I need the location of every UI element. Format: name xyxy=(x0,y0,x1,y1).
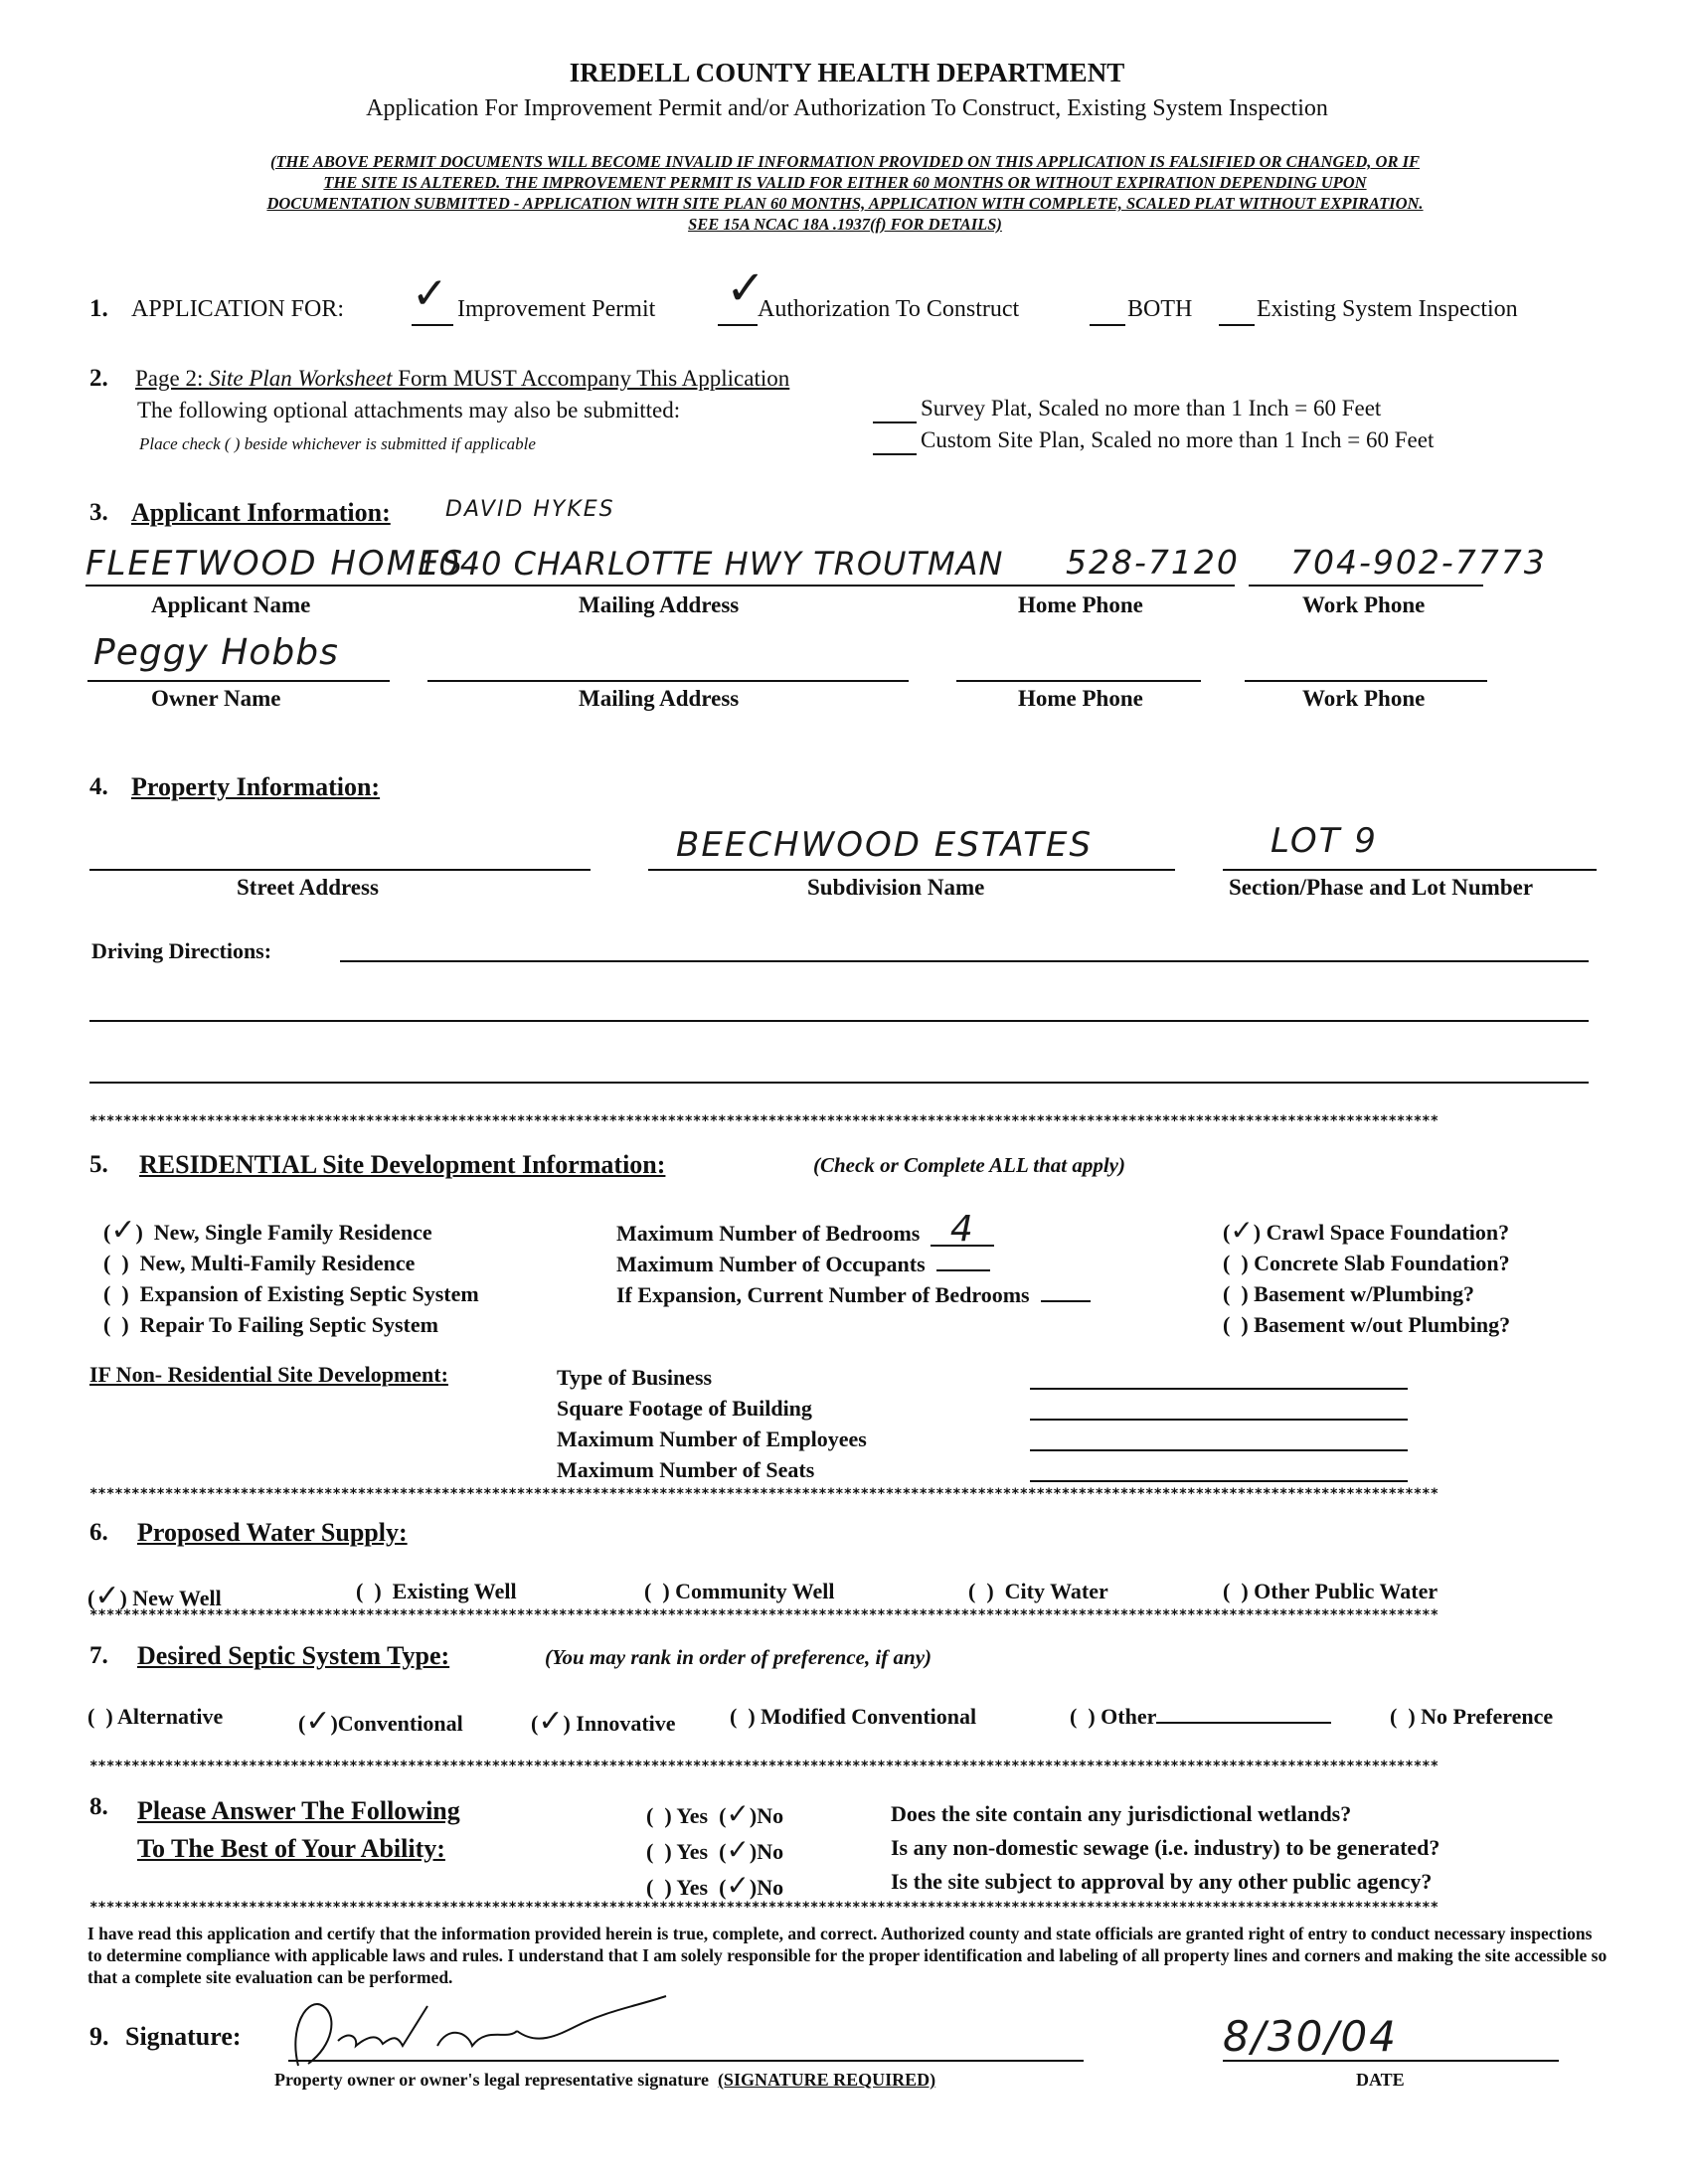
heading-part: Site Plan Worksheet xyxy=(209,366,393,391)
foundation-option[interactable]: ( ) Basement w/Plumbing? xyxy=(1223,1281,1475,1306)
question-list xyxy=(891,1797,1440,1899)
residential-option[interactable]: ( ) Repair To Failing Septic System xyxy=(103,1312,438,1337)
heading-part: Form MUST Accompany This Application xyxy=(392,366,790,391)
section-7-number: 7. xyxy=(89,1642,108,1669)
signature-label: Signature: xyxy=(125,2022,242,2051)
water-option[interactable]: ( ) Existing Well xyxy=(356,1579,517,1603)
residential-option[interactable]: ( ) New, Multi-Family Residence xyxy=(103,1251,416,1275)
section-1-number: 1. xyxy=(89,295,108,322)
residential-option[interactable]: ( ) Expansion of Existing Septic System xyxy=(103,1281,479,1306)
check-mark[interactable]: ✓ xyxy=(726,1833,750,1866)
water-option[interactable]: ( ) City Water xyxy=(968,1579,1108,1603)
applicant-work-phone-value[interactable]: 704-902-7773 xyxy=(1290,543,1547,582)
option-label: Existing Well xyxy=(392,1579,517,1603)
yes-label: Yes xyxy=(676,1803,709,1828)
subdivision-name-label: Subdivision Name xyxy=(807,875,985,900)
seats-line[interactable] xyxy=(1030,1480,1408,1482)
notice-line: SEE 15A NCAC 18A .1937(f) FOR DETAILS) xyxy=(688,215,1002,234)
field-label: Maximum Number of Seats xyxy=(557,1457,815,1482)
field-label: Maximum Number of Occupants xyxy=(616,1252,926,1276)
check-mark[interactable]: ✓ xyxy=(110,1213,136,1248)
check-mark[interactable]: ✓ xyxy=(1230,1214,1254,1247)
section-8-heading xyxy=(137,1792,460,1868)
section-8-number: 8. xyxy=(89,1793,108,1820)
driving-directions-label: Driving Directions: xyxy=(91,938,272,963)
answer-row[interactable]: ( ) Yes (✓)No xyxy=(646,1833,784,1866)
option-label: Community Well xyxy=(675,1579,835,1603)
validity-notice xyxy=(60,151,1630,235)
signature-required-note: (SIGNATURE REQUIRED) xyxy=(717,2070,936,2090)
section-2-number: 2. xyxy=(89,365,108,392)
survey-plat-option: Survey Plat, Scaled no more than 1 Inch = 60 Feet xyxy=(921,396,1382,420)
lot-value[interactable]: LOT 9 xyxy=(1270,821,1378,861)
option-label: Basement w/Plumbing? xyxy=(1254,1281,1475,1306)
separator: ***************************************************************************************************************************************************************** xyxy=(89,1608,1440,1622)
bedrooms-row xyxy=(616,1209,1091,1250)
contact-name[interactable]: DAVID HYKES xyxy=(445,497,615,522)
place-check-hint: Place check ( ) beside whichever is submitted if applicable xyxy=(139,434,536,453)
separator: ***************************************************************************************************************************************************************** xyxy=(89,1487,1440,1501)
applicant-home-phone-value[interactable]: 528-7120 xyxy=(1066,543,1240,582)
yes-no-answers xyxy=(646,1797,783,1905)
answer-row[interactable]: ( ) Yes (✓)No xyxy=(646,1869,784,1902)
signature-scribble[interactable] xyxy=(278,1986,696,2076)
home-phone-label: Home Phone xyxy=(1018,592,1143,617)
option-label: Other Public Water xyxy=(1254,1579,1439,1603)
septic-option[interactable]: ( ) Alternative xyxy=(87,1704,224,1729)
owner-name-value[interactable]: Peggy Hobbs xyxy=(93,632,339,673)
no-label: No xyxy=(757,1875,784,1900)
section-3-heading: Applicant Information: xyxy=(131,498,391,527)
employees-line[interactable] xyxy=(1030,1449,1408,1451)
option-label: Modified Conventional xyxy=(761,1704,977,1729)
field-label: Maximum Number of Bedrooms xyxy=(616,1221,921,1246)
business-type-line[interactable] xyxy=(1030,1388,1408,1390)
owner-mailing-label: Mailing Address xyxy=(579,686,740,711)
custom-site-plan-option: Custom Site Plan, Scaled no more than 1 Inch = 60 Feet xyxy=(921,427,1435,452)
other-blank[interactable] xyxy=(1156,1722,1331,1724)
applicant-mailing-value[interactable]: 1040 CHARLOTTE HWY TROUTMAN xyxy=(418,545,1004,583)
certification-text: I have read this application and certify that the information provided herein is true, complete, and correct. Authorized county and state officials are granted right of entry to conduct necessary inspections to determine compliance with applicable laws and rules. I understand that I am solely responsible for the proper identification and labeling of all property lines and corners and making the site accessible so that a complete site evaluation can be performed. xyxy=(87,1924,1608,1987)
check-mark[interactable]: ✓ xyxy=(538,1704,564,1739)
septic-option[interactable]: ( ) Modified Conventional xyxy=(730,1704,977,1729)
option-label: Other xyxy=(1101,1704,1157,1729)
option-label: Crawl Space Foundation? xyxy=(1266,1220,1510,1245)
foundation-list xyxy=(1223,1215,1510,1340)
option-label: New Well xyxy=(132,1586,222,1610)
section-6-number: 6. xyxy=(89,1519,108,1546)
current-bedrooms-row xyxy=(616,1279,1091,1310)
owner-work-phone-label: Work Phone xyxy=(1302,686,1426,711)
section-6-heading: Proposed Water Supply: xyxy=(137,1518,408,1547)
date-label: DATE xyxy=(1356,2070,1405,2090)
notice-line: (THE ABOVE PERMIT DOCUMENTS WILL BECOME INVALID IF INFORMATION PROVIDED ON THIS APPLICATION IS FALSIFIED OR CHANGED, OR IF xyxy=(269,152,1421,171)
notice-line: DOCUMENTATION SUBMITTED - APPLICATION WITH SITE PLAN 60 MONTHS, APPLICATION WITH COMPLETE, SCALED PLAT WITHOUT EXPIRATION. xyxy=(266,194,1424,213)
section-4-number: 4. xyxy=(89,773,108,800)
question-text: Is any non-domestic sewage (i.e. industry) to be generated? xyxy=(891,1835,1440,1860)
separator: ***************************************************************************************************************************************************************** xyxy=(89,1901,1440,1915)
street-address-label: Street Address xyxy=(237,875,379,900)
work-phone-label: Work Phone xyxy=(1302,592,1426,617)
heading-line: To The Best of Your Ability: xyxy=(137,1834,445,1863)
bedroom-occupant-list xyxy=(616,1209,1091,1310)
field-label: If Expansion, Current Number of Bedrooms xyxy=(616,1282,1030,1307)
residential-type-list xyxy=(103,1215,479,1340)
water-option[interactable]: ( ) Community Well xyxy=(644,1579,835,1603)
option-label: Innovative xyxy=(576,1711,676,1736)
subdivision-value[interactable]: BEECHWOOD ESTATES xyxy=(676,825,1094,865)
check-mark[interactable]: ✓ xyxy=(726,260,768,316)
field-label: Square Footage of Building xyxy=(557,1396,812,1421)
field-label: Type of Business xyxy=(557,1365,713,1390)
section-lot-label: Section/Phase and Lot Number xyxy=(1229,875,1534,900)
residential-option[interactable]: (✓) New, Single Family Residence xyxy=(103,1213,432,1248)
option-label: Alternative xyxy=(116,1704,224,1729)
applicant-name-label: Applicant Name xyxy=(151,592,311,617)
nonresidential-label: IF Non- Residential Site Development: xyxy=(89,1362,448,1387)
option-label: New, Single Family Residence xyxy=(153,1220,432,1245)
caption-text: Property owner or owner's legal representative signature xyxy=(274,2070,709,2090)
nonresidential-fields xyxy=(557,1362,867,1485)
notice-line: THE SITE IS ALTERED. THE IMPROVEMENT PERMIT IS VALID FOR EITHER 60 MONTHS OR WITHOUT EXPIRATION DEPENDING UPON xyxy=(323,173,1367,192)
option-label: No Preference xyxy=(1421,1704,1554,1729)
yes-label: Yes xyxy=(676,1875,709,1900)
option-both: BOTH xyxy=(1127,296,1193,322)
heading-part: Page 2: xyxy=(135,366,210,391)
foundation-option[interactable]: ( ) Concrete Slab Foundation? xyxy=(1223,1251,1510,1275)
water-option[interactable]: ( ) Other Public Water xyxy=(1223,1579,1439,1603)
field-label: Maximum Number of Employees xyxy=(557,1427,867,1451)
form-title: IREDELL COUNTY HEALTH DEPARTMENT xyxy=(569,58,1125,87)
section-1-label: APPLICATION FOR: xyxy=(131,296,345,322)
mailing-address-label: Mailing Address xyxy=(579,592,740,617)
water-option[interactable]: (✓) New Well xyxy=(87,1579,222,1613)
date-value[interactable]: 8/30/04 xyxy=(1223,2012,1398,2061)
septic-option[interactable]: (✓)Conventional xyxy=(298,1704,463,1739)
option-label: New, Multi-Family Residence xyxy=(139,1251,416,1275)
owner-home-phone-label: Home Phone xyxy=(1018,686,1143,711)
foundation-option[interactable]: (✓) Crawl Space Foundation? xyxy=(1223,1214,1510,1247)
option-label: City Water xyxy=(1004,1579,1108,1603)
section-3-number: 3. xyxy=(89,499,108,526)
form-subtitle: Application For Improvement Permit and/or Authorization To Construct, Existing System Inspection xyxy=(366,95,1328,121)
optional-attachments-text: The following optional attachments may also be submitted: xyxy=(137,398,681,422)
current-bedrooms-value[interactable] xyxy=(1041,1300,1091,1302)
foundation-option[interactable]: ( ) Basement w/out Plumbing? xyxy=(1223,1312,1511,1337)
section-5-number: 5. xyxy=(89,1151,108,1178)
check-mark[interactable]: ✓ xyxy=(305,1704,331,1739)
option-label: Basement w/out Plumbing? xyxy=(1254,1312,1511,1337)
section-4-heading: Property Information: xyxy=(131,772,381,801)
section-5-hint: (Check or Complete ALL that apply) xyxy=(813,1153,1125,1177)
check-mark[interactable]: ✓ xyxy=(726,1869,750,1902)
option-label: Repair To Failing Septic System xyxy=(139,1312,438,1337)
option-improvement-permit: Improvement Permit xyxy=(457,296,656,322)
section-9-number: 9. xyxy=(89,2022,109,2051)
applicant-name-value[interactable]: FLEETWOOD HOMES xyxy=(85,544,465,584)
square-footage-line[interactable] xyxy=(1030,1419,1408,1421)
septic-option[interactable]: ( ) No Preference xyxy=(1390,1704,1554,1729)
section-7-hint: (You may rank in order of preference, if any) xyxy=(545,1645,932,1669)
occupants-row xyxy=(616,1249,1091,1279)
separator: ***************************************************************************************************************************************************************** xyxy=(89,1760,1440,1773)
septic-option[interactable]: (✓) Innovative xyxy=(531,1704,676,1739)
option-label: Concrete Slab Foundation? xyxy=(1254,1251,1510,1275)
section-2-heading xyxy=(135,366,789,392)
heading-line: Please Answer The Following xyxy=(137,1796,460,1825)
check-mark[interactable]: ✓ xyxy=(94,1579,120,1613)
yes-label: Yes xyxy=(676,1839,709,1864)
section-7-heading: Desired Septic System Type: xyxy=(137,1641,450,1670)
option-label: Expansion of Existing Septic System xyxy=(139,1281,479,1306)
bedrooms-value[interactable]: 4 xyxy=(931,1215,994,1247)
signature-caption xyxy=(274,2070,935,2091)
answer-row[interactable]: ( ) Yes (✓)No xyxy=(646,1797,784,1830)
separator: ***************************************************************************************************************************************************************** xyxy=(89,1114,1440,1128)
option-label: Conventional xyxy=(337,1711,463,1736)
septic-option[interactable]: ( ) Other xyxy=(1070,1704,1331,1730)
section-5-heading: RESIDENTIAL Site Development Information: xyxy=(139,1150,666,1179)
check-mark[interactable]: ✓ xyxy=(412,268,450,319)
owner-name-label: Owner Name xyxy=(151,686,281,711)
option-existing-system-inspection: Existing System Inspection xyxy=(1257,296,1518,322)
no-label: No xyxy=(757,1803,784,1828)
no-label: No xyxy=(757,1839,784,1864)
check-mark[interactable]: ✓ xyxy=(726,1797,750,1830)
question-text: Does the site contain any jurisdictional wetlands? xyxy=(891,1801,1352,1826)
option-authorization-to-construct: Authorization To Construct xyxy=(758,296,1020,322)
question-text: Is the site subject to approval by any other public agency? xyxy=(891,1869,1433,1894)
occupants-value[interactable] xyxy=(936,1269,990,1271)
